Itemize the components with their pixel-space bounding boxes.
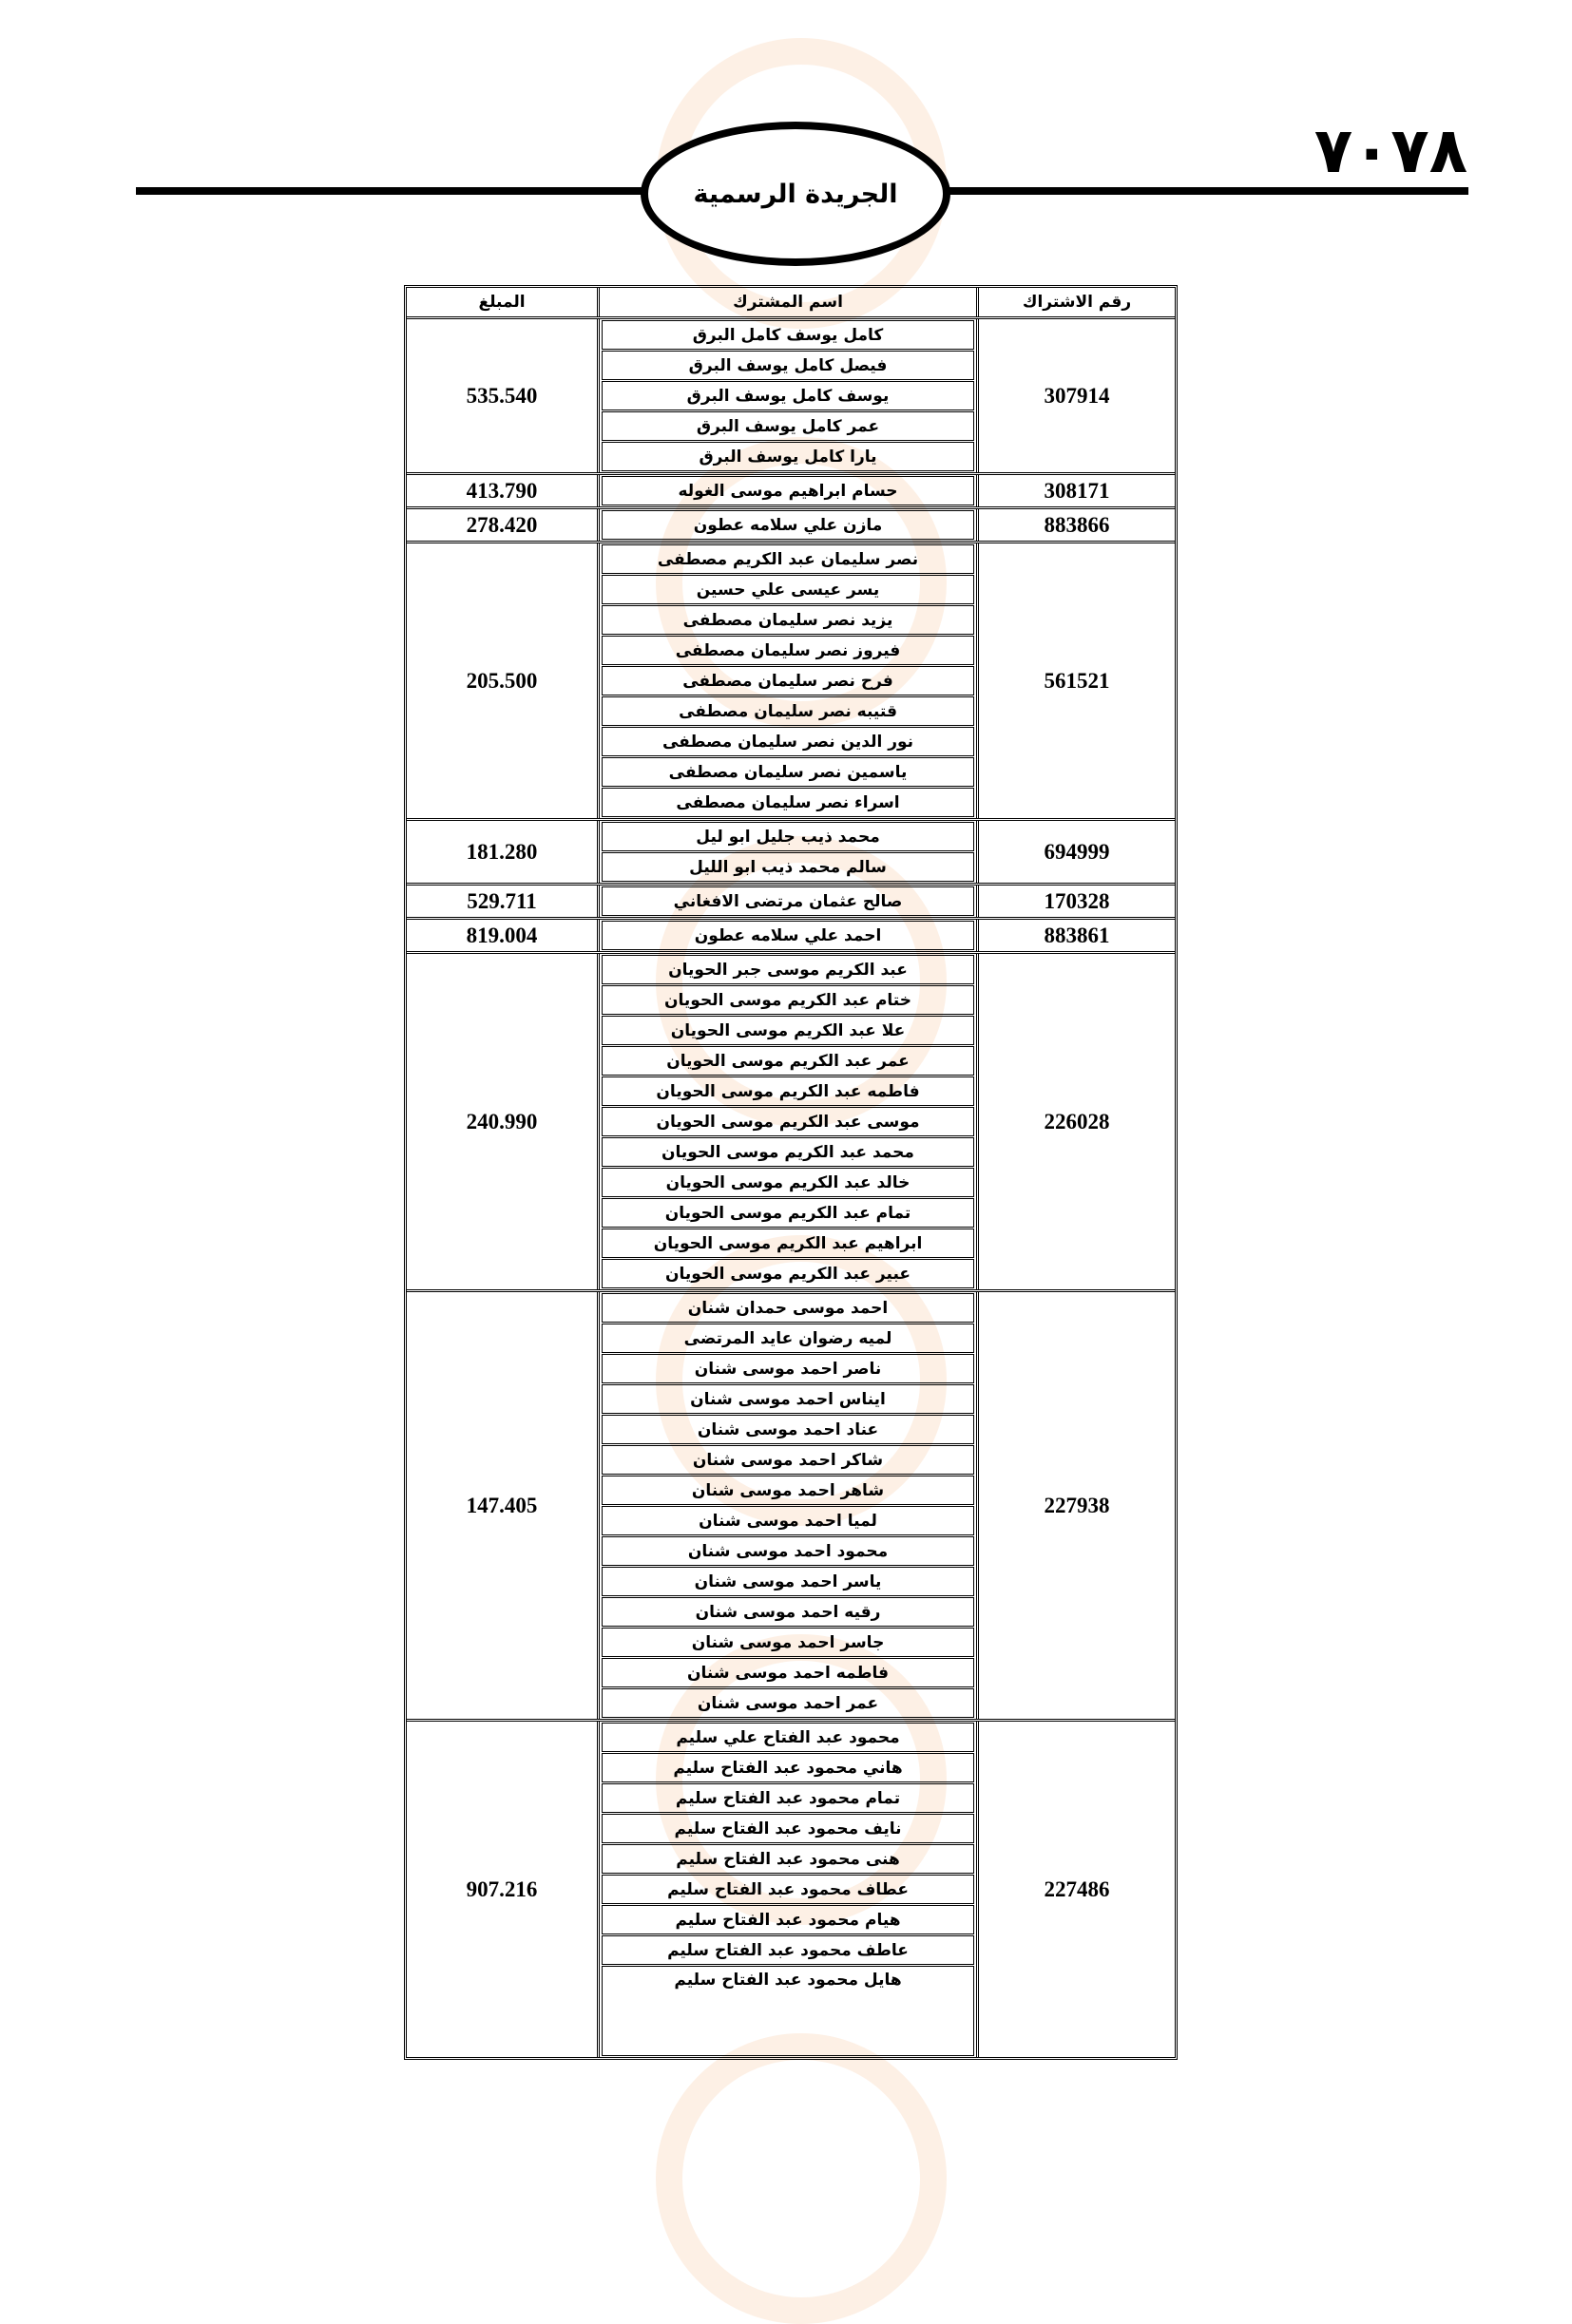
table-row [407,319,1175,475]
subscriber-name: شاهر احمد موسى شنان [602,1476,974,1505]
subscriber-name: ياسمين نصر سليمان مصطفى [602,757,974,787]
amount: 278.420 [466,512,538,537]
publication-title: الجريدة الرسمية [693,179,898,209]
subscription-number: 227938 [976,1292,1175,1719]
subscriber-names [597,475,976,506]
subscriber-name: يسر عيسى علي حسين [602,575,974,604]
subscriber-names [597,1292,976,1719]
subscriber-name: محمود احمد موسى شنان [602,1536,974,1566]
table-row [407,509,1175,543]
subscriber-names [597,1722,976,2057]
subscription-number: 226028 [976,954,1175,1289]
amount: 240.990 [466,1109,538,1133]
subscriber-name: ابراهيم عبد الكريم موسى الحويان [602,1229,974,1258]
subscriber-name: عناد احمد موسى شنان [602,1415,974,1444]
subscription-number: 694999 [976,821,1175,883]
subscriber-name: موسى عبد الكريم موسى الحويان [602,1107,974,1136]
amount: 907.216 [466,1876,538,1901]
subscriber-name: احمد علي سلامه عطون [602,921,974,950]
subscription-number: 561521 [976,543,1175,818]
table-row [407,886,1175,920]
amount: 529.711 [467,888,537,913]
subscriber-name: حسام ابراهيم موسى الغوله [602,476,974,505]
table-row [407,821,1175,886]
subscriber-name: محمد عبد الكريم موسى الحويان [602,1137,974,1167]
subscriber-name: لميا احمد موسى شنان [602,1506,974,1535]
table-row [407,543,1175,821]
amount: 535.540 [466,383,538,408]
subscriber-name: هنى محمود عبد الفتاح سليم [602,1844,974,1874]
subscriber-name: شاكر احمد موسى شنان [602,1445,974,1475]
subscriber-name: نصر سليمان عبد الكريم مصطفى [602,544,974,574]
subscriber-name: محمود عبد الفتاح علي سليم [602,1723,974,1752]
subscriber-name: ايناس احمد موسى شنان [602,1384,974,1414]
subscriber-name: نايف محمود عبد الفتاح سليم [602,1814,974,1843]
subscriber-name: هايل محمود عبد الفتاح سليم [602,1966,974,2056]
subscriber-names [597,821,976,883]
subscription-number: 227486 [976,1722,1175,2057]
subscription-number: 307914 [976,319,1175,472]
subscriber-name: احمد موسى حمدان شنان [602,1293,974,1323]
subscriber-name: سالم محمد ذيب ابو الليل [602,852,974,882]
subscriber-name: ناصر احمد موسى شنان [602,1354,974,1383]
publication-title-badge [641,122,950,266]
subscriber-name: خالد عبد الكريم موسى الحويان [602,1168,974,1197]
table-row [407,920,1175,954]
subscriber-name: فاطمه عبد الكريم موسى الحويان [602,1076,974,1106]
subscriber-name: هاني محمود عبد الفتاح سليم [602,1753,974,1782]
subscriber-name: عطاف محمود عبد الفتاح سليم [602,1875,974,1904]
table-row [407,1722,1175,2057]
subscriber-name: عمر عبد الكريم موسى الحويان [602,1046,974,1076]
column-header-amount: المبلغ [478,293,526,312]
subscriber-names [597,543,976,818]
subscriber-name: عاطف محمود عبد الفتاح سليم [602,1935,974,1965]
table-row [407,475,1175,509]
subscriber-name: نور الدين نصر سليمان مصطفى [602,727,974,756]
subscriber-names [597,920,976,951]
subscriber-name: فرح نصر سليمان مصطفى [602,666,974,695]
amount: 181.280 [466,839,538,864]
subscription-number: 883861 [976,920,1175,951]
subscriber-name: هيام محمود عبد الفتاح سليم [602,1905,974,1934]
subscription-number: 308171 [976,475,1175,506]
subscriber-name: قتيبه نصر سليمان مصطفى [602,696,974,726]
subscriber-name: كامل يوسف كامل البرق [602,320,974,350]
subscriber-name: جاسر احمد موسى شنان [602,1628,974,1657]
amount: 413.790 [466,478,538,503]
subscriber-name: محمد ذيب جليل ابو ليل [602,822,974,851]
column-header-subscriber-name: اسم المشترك [597,288,976,316]
subscriber-name: فيروز نصر سليمان مصطفى [602,636,974,665]
subscriber-name: رقيه احمد موسى شنان [602,1597,974,1627]
amount: 147.405 [466,1493,538,1517]
page-number: ٧٠٧٨ [1313,114,1467,187]
subscriber-name: ياسر احمد موسى شنان [602,1567,974,1596]
subscriber-name: تمام محمود عبد الفتاح سليم [602,1783,974,1813]
subscriber-name: عبد الكريم موسى جبر الحويان [602,955,974,984]
subscriber-names [597,954,976,1289]
subscribers-table [404,285,1178,2060]
watermark-clock [656,2033,947,2324]
table-header-row [407,288,1175,319]
subscription-number: 170328 [976,886,1175,917]
column-header-subscription-number: رقم الاشتراك [976,288,1175,316]
subscriber-name: ختام عبد الكريم موسى الحويان [602,985,974,1015]
subscriber-name: تمام عبد الكريم موسى الحويان [602,1198,974,1228]
subscriber-name: علا عبد الكريم موسى الحويان [602,1016,974,1045]
subscriber-name: فيصل كامل يوسف البرق [602,351,974,380]
amount: 819.004 [466,923,538,947]
subscriber-name: عمر احمد موسى شنان [602,1688,974,1718]
subscriber-name: مازن علي سلامه عطون [602,510,974,540]
subscriber-name: يوسف كامل يوسف البرق [602,381,974,410]
subscriber-name: اسراء نصر سليمان مصطفى [602,788,974,817]
subscriber-name: لميه رضوان عايد المرتضى [602,1324,974,1353]
subscriber-name: يارا كامل يوسف البرق [602,442,974,471]
subscriber-name: عبير عبد الكريم موسى الحويان [602,1259,974,1288]
subscriber-name: عمر كامل يوسف البرق [602,411,974,441]
subscriber-names [597,319,976,472]
subscriber-name: فاطمه احمد موسى شنان [602,1658,974,1687]
subscriber-name: صالح عثمان مرتضى الافغاني [602,886,974,916]
subscription-number: 883866 [976,509,1175,541]
table-row [407,954,1175,1292]
table-row [407,1292,1175,1722]
subscriber-names [597,886,976,917]
subscriber-name: يزيد نصر سليمان مصطفى [602,605,974,635]
amount: 205.500 [466,668,538,693]
subscriber-names [597,509,976,541]
